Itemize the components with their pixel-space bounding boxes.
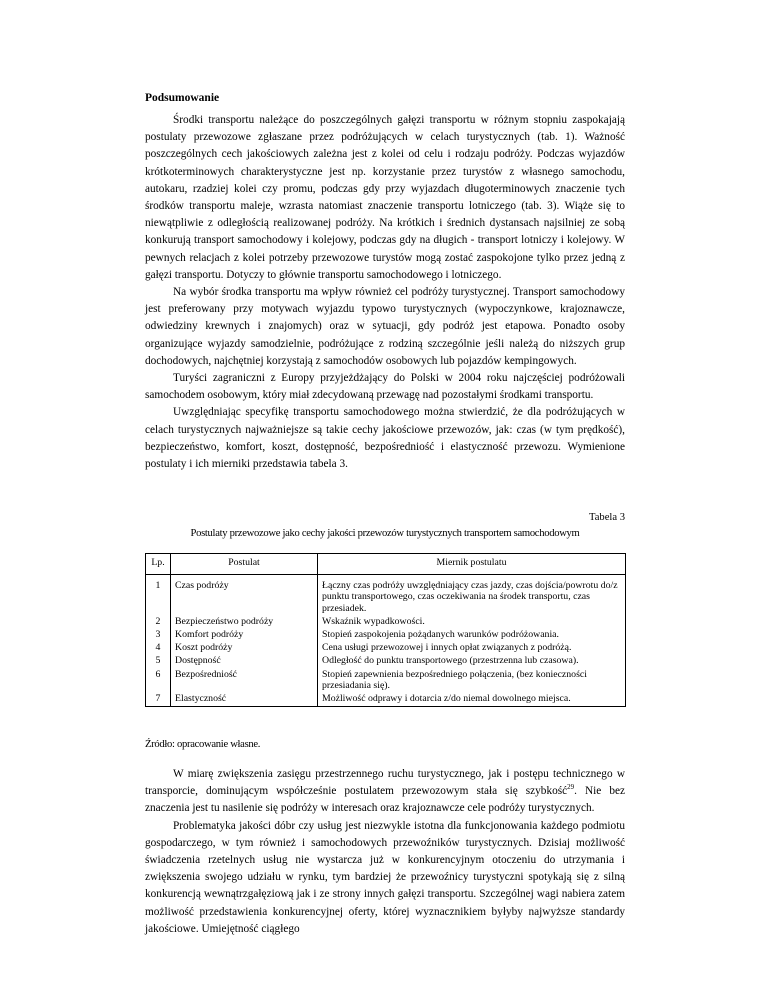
table-row xyxy=(146,628,626,641)
paragraph xyxy=(145,766,625,818)
body-text-bottom xyxy=(145,766,625,938)
row-number: 5 xyxy=(146,654,171,667)
row-postulat: Koszt podróży xyxy=(171,641,318,654)
paragraph: Środki transportu należące do poszczególnych gałęzi transportu w różnym stopniu zaspokajają postulaty przewozowe zgłaszane przez podróżujących w celach turystycznych (tab. 1). Ważność poszczególnych cech jakościowych zależna jest z kolei od celu i rodzaju podróży. Podczas wyjazdów krótkoterminowych charakterystyczne jest np. korzystanie przez turystów z własnego samochodu, autokaru, rzadziej kolei czy promu, podczas gdy przy wyjazdach długoterminowych znaczenie tych środków transportu maleje, wzrasta natomiast znaczenie transportu lotniczego (tab. 3). Wiąże się to niewątpliwie z odległością realizowanej podróży. Na krótkich i średnich dystansach najsilniej ze sobą konkurują transport samochodowy i kolejowy, podczas gdy na długich - transport lotniczy i kolejowy. W pewnych relacjach z kolei potrzeby przewozowe turystów mogą zostać zaspokojone tylko przez jedną z gałęzi transportu. Dotyczy to głównie transportu samochodowego i lotniczego. xyxy=(145,114,625,281)
table-row xyxy=(146,641,626,654)
postulates-table xyxy=(145,553,626,707)
row-postulat: Bezpośredniość xyxy=(171,668,318,692)
header-miernik: Miernik postulatu xyxy=(318,554,626,575)
row-number: 3 xyxy=(146,628,171,641)
paragraph-text: . Nie bez znaczenia jest tu nasilenie się podróży w interesach oraz krajoznawcze cele podróży turystycznych. xyxy=(145,785,626,815)
paragraph: Uwzględniając specyfikę transportu samochodowego można stwierdzić, że dla podróżujących w celach turystycznych najważniejsze są takie cechy jakościowe przewozów, jak: czas (w tym prędkość), bezpieczeństwo, komfort, koszt, dostępność, bezpośredniość i elastyczność przewozu. Wymienione postulaty i ich mierniki przedstawia tabela 3. xyxy=(145,406,625,471)
row-miernik: Cena usługi przewozowej i innych opłat związanych z podróżą. xyxy=(318,641,626,654)
header-postulat: Postulat xyxy=(171,554,318,575)
row-number: 2 xyxy=(146,615,171,628)
row-miernik: Możliwość odprawy i dotarcia z/do niemal dowolnego miejsca. xyxy=(318,692,626,707)
row-postulat: Bezpieczeństwo podróży xyxy=(171,615,318,628)
row-postulat: Czas podróży xyxy=(171,575,318,615)
table-header-row xyxy=(146,554,626,575)
row-miernik: Stopień zaspokojenia pożądanych warunków podróżowania. xyxy=(318,628,626,641)
table-row xyxy=(146,575,626,615)
row-miernik: Wskaźnik wypadkowości. xyxy=(318,615,626,628)
row-postulat: Elastyczność xyxy=(171,692,318,707)
table-number: Tabela 3 xyxy=(588,512,625,523)
row-miernik: Łączny czas podróży uwzględniający czas jazdy, czas dojścia/powrotu do/z punktu transportowego, czas oczekiwania na środek transportu, czas przesiadek. xyxy=(318,575,626,615)
paragraph: Na wybór środka transportu ma wpływ również cel podróży turystycznej. Transport samochodowy jest preferowany przy motywach wyjazdu typowo turystycznych (wypoczynkowe, krajoznawcze, odwiedziny krewnych i znajomych) oraz w sytuacji, gdy podróż jest etapowa. Ponadto osoby organizujące wyjazdy samodzielnie, podróżujące z rodziną szczególnie jeśli należą do niższych grup dochodowych, najchętniej korzystają z samochodów osobowych lub pojazdów kempingowych. xyxy=(145,286,625,367)
paragraph: Turyści zagraniczni z Europy przyjeżdżający do Polski w 2004 roku najczęściej podróżowali samochodem osobowym, który miał zdecydowaną przewagę nad pozostałymi środkami transportu. xyxy=(145,372,625,402)
body-text-top xyxy=(145,112,625,473)
table-source: Źródło: opracowanie własne. xyxy=(145,739,261,750)
row-postulat: Komfort podróży xyxy=(171,628,318,641)
table-row xyxy=(146,692,626,707)
paragraph: Problematyka jakości dóbr czy usług jest niezwykle istotna dla funkcjonowania każdego podmiotu gospodarczego, w tym również i samochodowych przewoźników turystycznych. Dzisiaj możliwość świadczenia rzetelnych usług nie wystarcza już w konkurencyjnym otoczeniu do utrzymania i zwiększenia swojego udziału w rynku, tym bardziej że przewoźnicy turystyczni spotykają się z silną konkurencją wewnątrzgałęziową jak i ze strony innych gałęzi transportu. Szczególnej wagi nabiera zatem możliwość przedstawienia konkurencyjnej oferty, której wyznacznikiem byłyby najwyższe standardy jakościowe. Umiejętność ciągłego xyxy=(145,819,625,935)
row-number: 4 xyxy=(146,641,171,654)
table-row xyxy=(146,654,626,667)
row-number: 1 xyxy=(146,575,171,615)
table-row xyxy=(146,615,626,628)
section-heading: Podsumowanie xyxy=(145,92,220,104)
paragraph-text: W miarę zwiększenia zasięgu przestrzennego ruchu turystycznego, jak i postępu technicznego w transporcie, dominującym współcześnie postulatem przewozowym stała się szybkość xyxy=(145,768,625,798)
footnote-marker: 29 xyxy=(567,783,575,792)
header-lp: Lp. xyxy=(146,554,171,575)
table-row xyxy=(146,668,626,692)
row-number: 6 xyxy=(146,668,171,692)
row-number: 7 xyxy=(146,692,171,707)
table-title: Postulaty przewozowe jako cechy jakości przewozów turystycznych transportem samochodowym xyxy=(190,528,580,539)
row-postulat: Dostępność xyxy=(171,654,318,667)
row-miernik: Odległość do punktu transportowego (przestrzenna lub czasowa). xyxy=(318,654,626,667)
row-miernik: Stopień zapewnienia bezpośredniego połączenia, (bez konieczności przesiadania się). xyxy=(318,668,626,692)
